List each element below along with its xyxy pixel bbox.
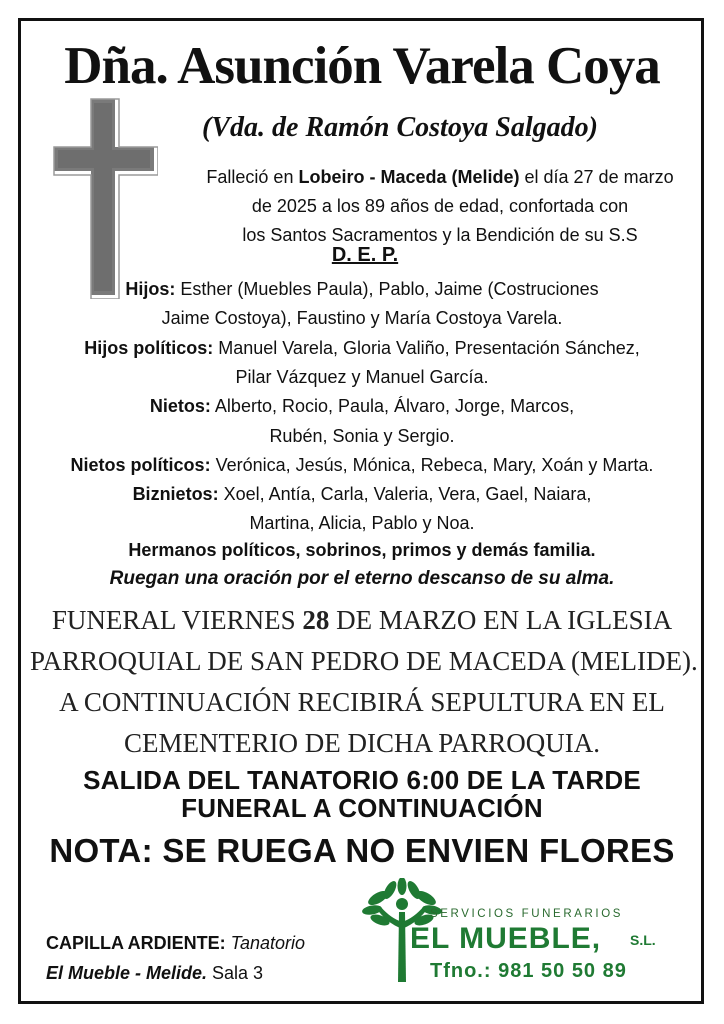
company-logo <box>362 878 682 988</box>
nietos-politicos-label: Nietos políticos: <box>70 455 211 475</box>
death-text: de 2025 a los 89 años de edad, confortada con <box>251 196 629 216</box>
logo-suffix: S.L. <box>630 932 656 948</box>
nietos-politicos-line <box>30 451 694 480</box>
funeral-text: A CONTINUACIÓN RECIBIRÁ SEPULTURA EN EL <box>59 687 665 717</box>
nietos-line-2: Rubén, Sonia y Sergio. <box>269 426 455 446</box>
hijos-names: Esther (Muebles Paula), Pablo, Jaime (Costruciones <box>175 279 599 299</box>
departure-funeral: FUNERAL A CONTINUACIÓN <box>181 793 543 823</box>
logo-tagline: SERVICIOS FUNERARIOS <box>430 908 624 920</box>
funeral-text: DE MARZO EN LA IGLESIA <box>329 605 673 635</box>
biznietos-line <box>30 480 694 509</box>
widow-of: (Vda. de Ramón Costoya Salgado) <box>202 112 598 143</box>
funeral-text: FUNERAL VIERNES <box>51 605 303 635</box>
death-paragraph <box>160 163 720 250</box>
chapel-info <box>46 928 305 988</box>
departure-block <box>30 766 694 822</box>
other-family: Hermanos políticos, sobrinos, primos y demás familia. <box>128 540 596 560</box>
nietos-politicos-names: Verónica, Jesús, Mónica, Rebeca, Mary, Xoán y Marta. <box>210 455 654 475</box>
dep-heading: D. E. P. <box>331 244 399 266</box>
death-text: Falleció en <box>206 167 299 187</box>
hijos-politicos-names: Manuel Varela, Gloria Valiño, Presentación Sánchez, <box>213 338 640 358</box>
prayer-request: Ruegan una oración por el eterno descanso de su alma. <box>109 568 615 589</box>
biznietos-line-2: Martina, Alicia, Pablo y Noa. <box>249 513 475 533</box>
nietos-label: Nietos: <box>149 396 211 416</box>
death-text: el día 27 de marzo <box>519 167 674 187</box>
hijos-politicos-label: Hijos políticos: <box>84 338 214 358</box>
nietos-line <box>30 392 694 421</box>
funeral-text: CEMENTERIO DE DICHA PARROQUIA. <box>123 728 601 758</box>
logo-name: EL MUEBLE, <box>410 922 602 955</box>
funeral-day: 28 <box>302 605 330 635</box>
chapel-label: CAPILLA ARDIENTE: <box>46 933 226 953</box>
hijos-politicos-line-2: Pilar Vázquez y Manuel García. <box>235 367 489 387</box>
chapel-room: Sala 3 <box>207 963 264 983</box>
departure-time: SALIDA DEL TANATORIO 6:00 DE LA TARDE <box>83 765 641 795</box>
hijos-politicos-line <box>30 334 694 363</box>
hijos-line <box>30 275 694 304</box>
hijos-label: Hijos: <box>125 279 176 299</box>
biznietos-label: Biznietos: <box>132 484 219 504</box>
biznietos-names: Xoel, Antía, Carla, Valeria, Vera, Gael, Naiara, <box>218 484 592 504</box>
nietos-names: Alberto, Rocio, Paula, Álvaro, Jorge, Marcos, <box>210 396 575 416</box>
death-place: Lobeiro - Maceda (Melide) <box>298 167 520 187</box>
cross-icon <box>52 97 158 304</box>
funeral-text: PARROQUIAL DE SAN PEDRO DE MACEDA (MELIDE). <box>30 646 698 676</box>
funeral-block <box>30 600 698 764</box>
deceased-name: Dña. Asunción Varela Coya <box>64 37 660 95</box>
hijos-line-2: Jaime Costoya), Faustino y María Costoya Varela. <box>161 308 563 328</box>
chapel-place-2: El Mueble - Melide. <box>46 963 208 983</box>
chapel-place: Tanatorio <box>225 933 306 953</box>
death-text: los Santos Sacramentos y la Bendición de su S.S <box>242 225 638 245</box>
logo-phone: Tfno.: 981 50 50 89 <box>430 960 627 982</box>
no-flowers-note: NOTA: SE RUEGA NO ENVIEN FLORES <box>49 832 675 869</box>
